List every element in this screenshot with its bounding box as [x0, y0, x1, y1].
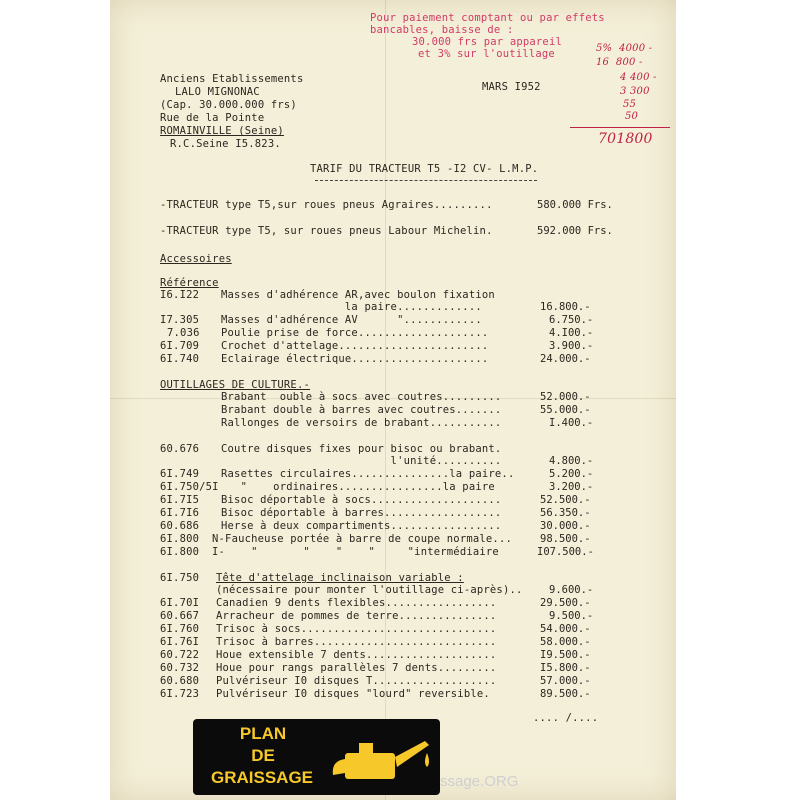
- accessory-price: 16.800.-: [540, 301, 591, 313]
- document-date: MARS I952: [482, 81, 541, 93]
- tool-label: Brabant double à barres avec coutres.......: [221, 404, 502, 416]
- tool-ref: 60.676: [160, 443, 200, 455]
- payment-note-line-3: 30.000 frs par appareil: [412, 36, 562, 48]
- tool-price: 3.200.-: [549, 481, 594, 493]
- accessory-ref: I6.I22: [160, 289, 200, 301]
- payment-note-line-1: Pour paiement comptant ou par effets: [370, 12, 605, 24]
- tool-price: 52.500.-: [540, 494, 591, 506]
- accessory-label: Eclairage électrique.....................: [221, 353, 489, 365]
- tool-label: Bisoc déportable à barres..................: [221, 507, 502, 519]
- tool-price: 30.000.-: [540, 520, 591, 532]
- accessory-label: Poulie prise de force....................: [221, 327, 489, 339]
- accessory-label: la paire.............: [221, 301, 482, 313]
- implement-price: 57.000.-: [540, 675, 591, 687]
- tool-label: Brabant ouble à socs avec coutres.........: [221, 391, 502, 403]
- company-registration: R.C.Seine I5.823.: [170, 138, 281, 150]
- handwritten-note-5: 55: [623, 99, 637, 110]
- handwritten-note-2: 16 800 -: [596, 57, 643, 68]
- payment-note-line-4: et 3% sur l'outillage: [418, 48, 555, 60]
- logo-text-line-3: GRAISSAGE: [210, 768, 314, 787]
- handwritten-underline: [570, 127, 670, 128]
- implement-price: 89.500.-: [540, 688, 591, 700]
- hitch-price: 9.600.-: [549, 584, 594, 596]
- handwritten-total: 701800: [598, 131, 653, 147]
- accessory-ref: 6I.709: [160, 340, 200, 352]
- implement-ref: 60.732: [160, 662, 200, 674]
- accessories-heading: Accessoires: [160, 253, 232, 265]
- hitch-ref: 6I.750: [160, 572, 200, 584]
- tool-label: Rallonges de versoirs de brabant...........: [221, 417, 502, 429]
- implement-ref: 60.667: [160, 610, 200, 622]
- company-name: LALO MIGNONAC: [175, 86, 260, 98]
- implement-label: Trisoc à socs..............................: [216, 623, 497, 635]
- implement-ref: 60.722: [160, 649, 200, 661]
- tool-ref: 60.686: [160, 520, 200, 532]
- tool-label: " ordinaires................la paire: [221, 481, 495, 493]
- accessory-ref: 7.036: [167, 327, 200, 339]
- implement-price: 9.500.-: [549, 610, 594, 622]
- logo-text-line-2: DE: [251, 746, 275, 765]
- tractor-row-2-label: -TRACTEUR type T5, sur roues pneus Labour Michelin.: [160, 225, 493, 237]
- tools-heading: OUTILLAGES DE CULTURE.-: [160, 379, 310, 391]
- company-capital: (Cap. 30.000.000 frs): [160, 99, 297, 111]
- tool-ref: 6I.749: [160, 468, 200, 480]
- logo-text-line-1: PLAN: [239, 724, 287, 743]
- accessory-ref: I7.305: [160, 314, 200, 326]
- tractor-row-1-label: -TRACTEUR type T5,sur roues pneus Agraires.........: [160, 199, 493, 211]
- tool-price: I.400.-: [549, 417, 594, 429]
- tool-label: N-Faucheuse portée à barre de coupe normale...: [212, 533, 512, 545]
- tool-price: I07.500.-: [537, 546, 594, 558]
- tool-label: Coutre disques fixes pour bisoc ou brabant.: [221, 443, 502, 455]
- tractor-row-2-price: 592.000 Frs.: [537, 225, 613, 237]
- company-city: ROMAINVILLE (Seine): [160, 125, 284, 137]
- tool-label: Bisoc déportable à socs....................: [221, 494, 502, 506]
- tool-ref: 6I.7I6: [160, 507, 200, 519]
- tool-ref: 6I.750/5I: [160, 481, 219, 493]
- implement-price: I5.800.-: [540, 662, 591, 674]
- company-street: Rue de la Pointe: [160, 112, 265, 124]
- hitch-heading: Tête d'attelage inclinaison variable :: [216, 572, 464, 584]
- implement-price: I9.500.-: [540, 649, 591, 661]
- handwritten-note-1: 5% 4000 -: [596, 43, 653, 54]
- tool-label: I- " " " " "intermédiaire: [212, 546, 499, 558]
- implement-price: 54.000.-: [540, 623, 591, 635]
- implement-ref: 6I.76I: [160, 636, 200, 648]
- title-underline: [315, 180, 537, 181]
- implement-ref: 6I.760: [160, 623, 200, 635]
- accessory-ref: 6I.740: [160, 353, 200, 365]
- payment-note-line-2: bancables, baisse de :: [370, 24, 514, 36]
- accessory-label: Masses d'adhérence AV "............: [221, 314, 482, 326]
- tool-label: l'unité..........: [221, 455, 502, 467]
- handwritten-note-3: 4 400 -: [620, 72, 657, 83]
- tool-label: Herse à deux compartiments.................: [221, 520, 502, 532]
- accessory-label: Crochet d'attelage.......................: [221, 340, 489, 352]
- tool-price: 56.350.-: [540, 507, 591, 519]
- tool-ref: 6I.800: [160, 546, 200, 558]
- handwritten-note-6: 50: [625, 111, 639, 122]
- implement-label: Arracheur de pommes de terre...............: [216, 610, 497, 622]
- implement-label: Houe pour rangs parallèles 7 dents.........: [216, 662, 497, 674]
- watermark: ssage.ORG: [440, 773, 519, 790]
- tool-price: 55.000.-: [540, 404, 591, 416]
- accessory-label: Masses d'adhérence AR,avec boulon fixation: [221, 289, 495, 301]
- implement-ref: 60.680: [160, 675, 200, 687]
- tractor-row-1-price: 580.000 Frs.: [537, 199, 613, 211]
- accessory-price: 24.000.-: [540, 353, 591, 365]
- implement-ref: 6I.723: [160, 688, 200, 700]
- implement-price: 58.000.-: [540, 636, 591, 648]
- tool-price: 5.200.-: [549, 468, 594, 480]
- accessory-price: 3.900.-: [549, 340, 594, 352]
- tool-ref: 6I.7I5: [160, 494, 200, 506]
- oil-can-icon: [325, 723, 435, 793]
- hitch-note: (nécessaire pour monter l'outillage ci-après)..: [216, 584, 523, 596]
- document-title: TARIF DU TRACTEUR T5 -I2 CV- L.M.P.: [310, 163, 539, 175]
- continuation-mark: .... /....: [533, 712, 599, 724]
- implement-label: Canadien 9 dents flexibles.................: [216, 597, 497, 609]
- implement-label: Pulvériseur I0 disques "lourd" reversible.: [216, 688, 490, 700]
- tool-price: 4.800.-: [549, 455, 594, 467]
- tool-label: Rasettes circulaires...............la paire..: [221, 468, 515, 480]
- handwritten-note-4: 3 300: [620, 86, 650, 97]
- plan-de-graissage-logo: [193, 719, 440, 795]
- tool-ref: 6I.800: [160, 533, 200, 545]
- implement-label: Pulvériseur I0 disques T...................: [216, 675, 497, 687]
- implement-label: Houe extensible 7 dents....................: [216, 649, 497, 661]
- reference-heading: Référence: [160, 277, 219, 289]
- accessory-price: 6.750.-: [549, 314, 594, 326]
- accessory-price: 4.I00.-: [549, 327, 594, 339]
- company-line-1: Anciens Etablissements: [160, 73, 304, 85]
- tool-price: 52.000.-: [540, 391, 591, 403]
- implement-label: Trisoc à barres............................: [216, 636, 497, 648]
- tool-price: 98.500.-: [540, 533, 591, 545]
- implement-ref: 6I.70I: [160, 597, 200, 609]
- implement-price: 29.500.-: [540, 597, 591, 609]
